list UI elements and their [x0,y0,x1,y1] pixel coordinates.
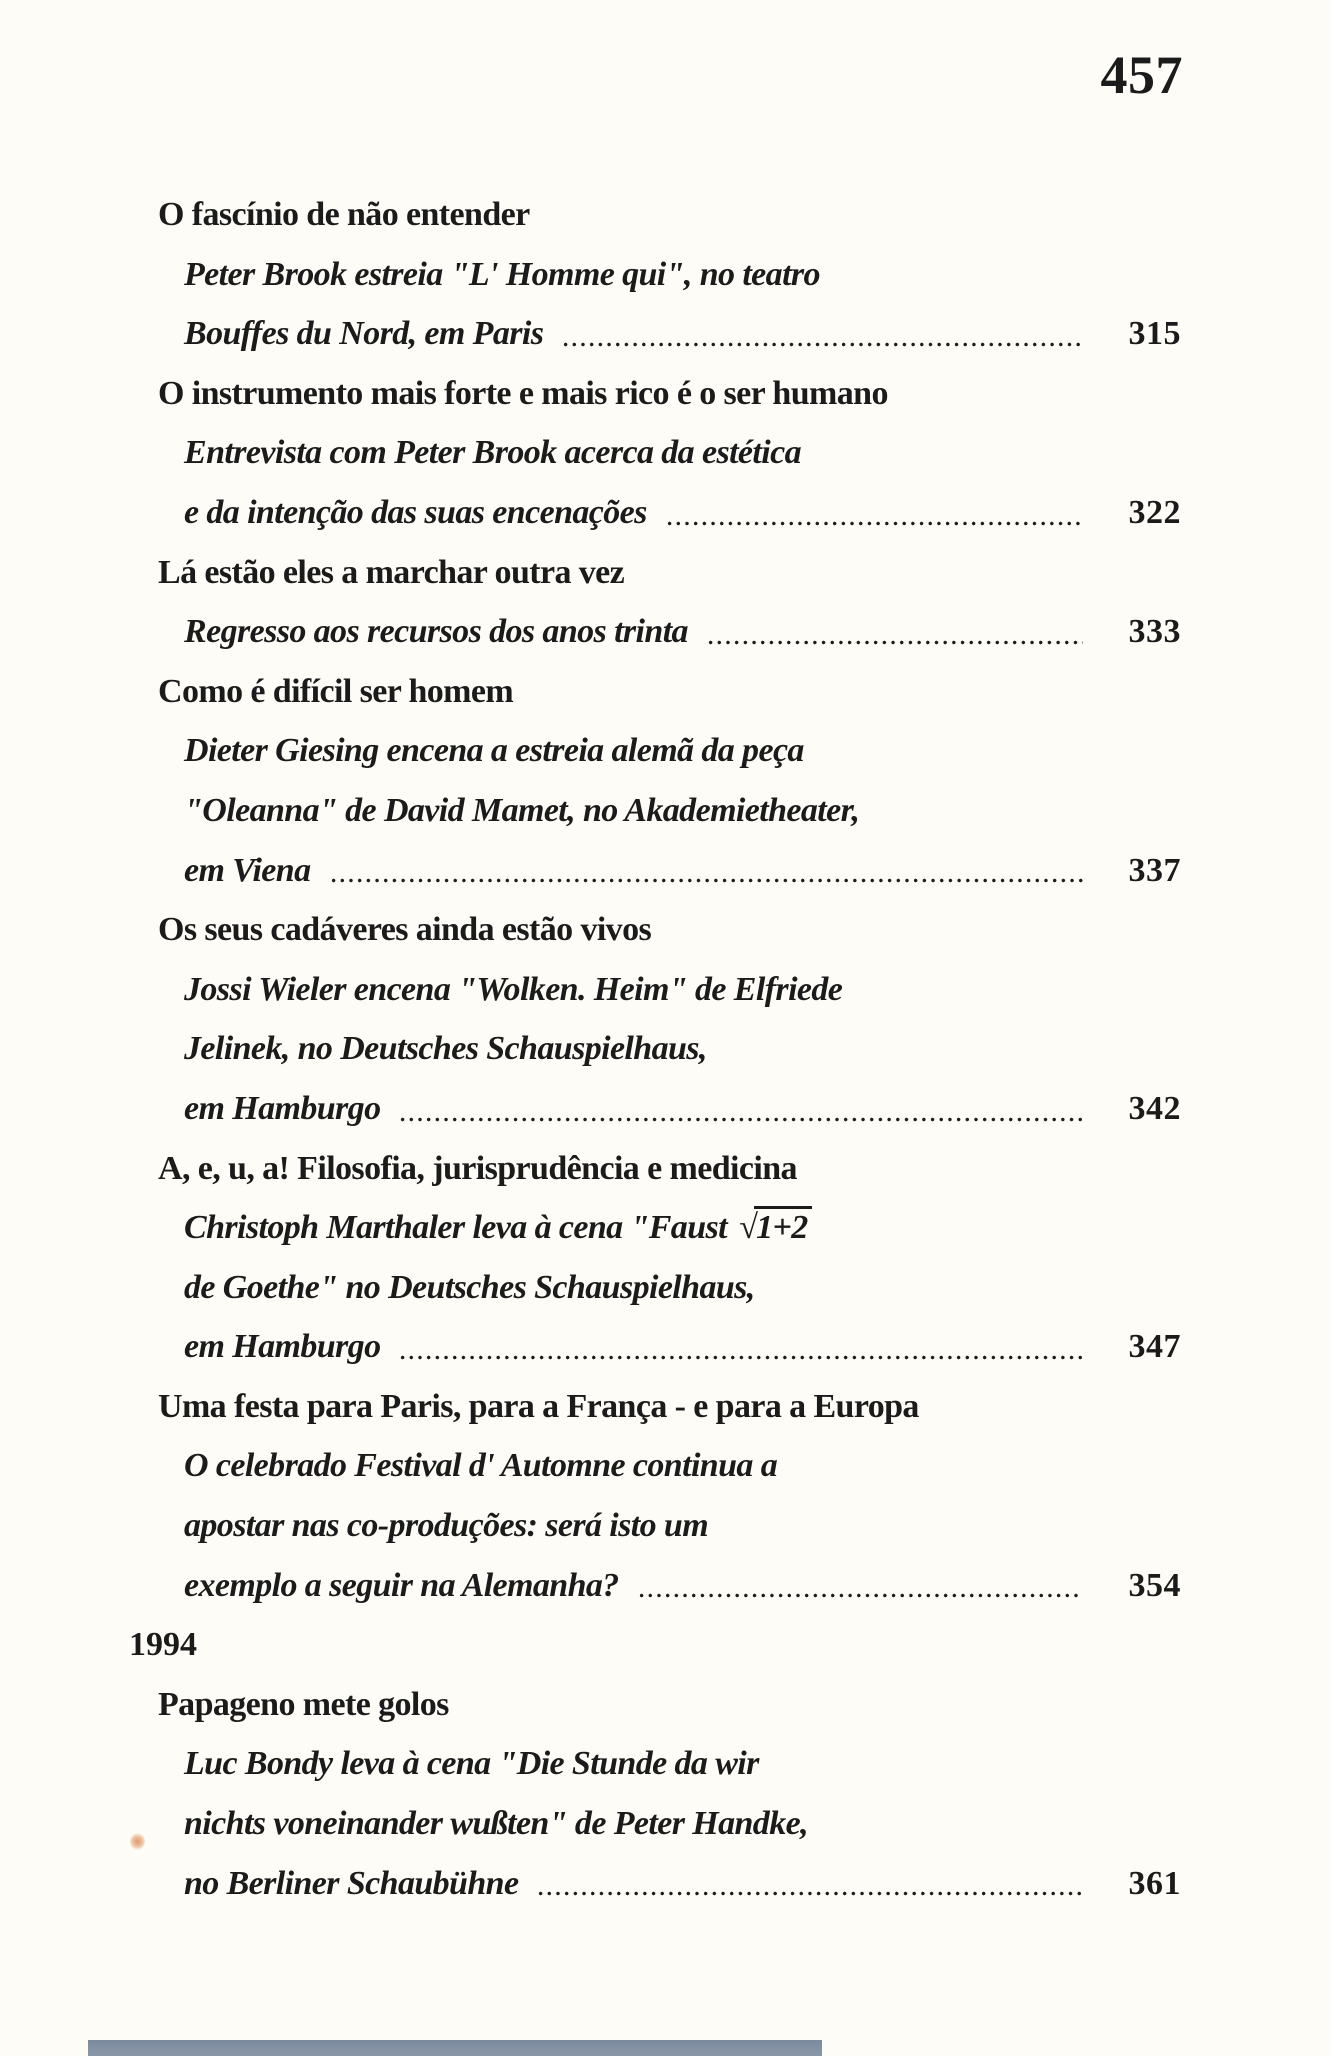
toc-entry-subtitle: Luc Bondy leva à cena "Die Stunde da wir [184,1745,759,1783]
toc-entry-with-page [0,483,1330,543]
toc-entry-with-page [0,1854,1330,1914]
toc-entry-text: em Hamburgo [184,1089,381,1127]
formula-text: Christoph Marthaler leva à cena "Faust [184,1209,727,1247]
toc-page-number: 347 [1128,1328,1181,1366]
toc-page-number: 337 [1128,851,1181,889]
toc-entry-title: O instrumento mais forte e mais rico é o ser humano [158,374,888,412]
toc-entry-subtitle: Dieter Giesing encena a estreia alemã da peça [184,732,804,770]
scan-edge-bar [88,2040,822,2056]
toc-entry-text: em Viena [184,851,311,889]
page-number: 457 [1100,45,1183,105]
square-root-sign: √ [739,1209,758,1247]
dot-leader [518,1854,1123,1914]
toc-entry-subtitle: apostar nas co-produções: será isto um [184,1507,709,1545]
toc-entry-subtitle: Jossi Wieler encena "Wolken. Heim" de Elfriede [184,970,843,1008]
toc-entry-title: O fascínio de não entender [158,196,530,233]
toc-page-number: 354 [1128,1566,1181,1604]
toc-entry-subtitle: de Goethe" no Deutsches Schauspielhaus, [184,1268,755,1306]
toc-entry-text: no Berliner Schaubühne [184,1864,519,1902]
toc-entry-title: Como é difícil ser homem [158,672,514,710]
toc-entry-text: Regresso aos recursos dos anos trinta [184,613,688,651]
toc-entry-with-page [0,1079,1330,1139]
toc-entry-title: Uma festa para Paris, para a França - e para a Europa [158,1387,919,1425]
toc-entry-text: em Hamburgo [184,1328,381,1366]
toc-page-number: 342 [1128,1089,1181,1127]
dot-leader [647,483,1123,543]
toc-entry-subtitle: Peter Brook estreia "L' Homme qui", no teatro [184,255,820,293]
table-of-contents [0,185,1330,1913]
toc-entry-title: Papageno mete golos [158,1685,449,1723]
dot-leader [380,1079,1123,1139]
toc-entry-with-page [0,602,1330,662]
scan-speck [130,1833,145,1850]
toc-entry-title: Os seus cadáveres ainda estão vivos [158,911,652,949]
toc-entry-subtitle: nichts voneinander wußten" de Peter Handke, [184,1805,808,1843]
toc-page-number: 361 [1128,1864,1181,1902]
toc-entry-text: e da intenção das suas encenações [184,493,647,531]
toc-entry-with-page [0,1556,1330,1616]
toc-entry-subtitle-formula [0,1198,1330,1258]
dot-leader [619,1556,1123,1616]
toc-page-number: 315 [1128,315,1181,353]
dot-leader [380,1317,1123,1377]
dot-leader [543,304,1123,364]
toc-entry-title: A, e, u, a! Filosofia, jurisprudência e medicina [158,1149,797,1187]
toc-entry-text: Bouffes du Nord, em Paris [184,315,544,353]
toc-entry-subtitle: Jelinek, no Deutsches Schauspielhaus, [184,1030,707,1068]
dot-leader [311,841,1124,901]
toc-entry-with-page [0,841,1330,901]
toc-page-number: 333 [1128,613,1181,651]
toc-page-number: 322 [1128,493,1181,531]
toc-entry-text: exemplo a seguir na Alemanha? [184,1566,619,1604]
toc-entry-with-page [0,304,1330,364]
dot-leader [688,602,1123,662]
toc-entry-with-page [0,1317,1330,1377]
toc-entry-subtitle: Entrevista com Peter Brook acerca da estética [184,434,801,472]
square-root-radicand: 1+2 [754,1206,812,1247]
toc-entry-subtitle: O celebrado Festival d' Automne continua a [184,1447,778,1485]
toc-entry-subtitle: "Oleanna" de David Mamet, no Akademietheater, [184,791,860,829]
toc-entry-title: Lá estão eles a marchar outra vez [158,553,625,591]
toc-year-heading: 1994 [129,1626,197,1664]
